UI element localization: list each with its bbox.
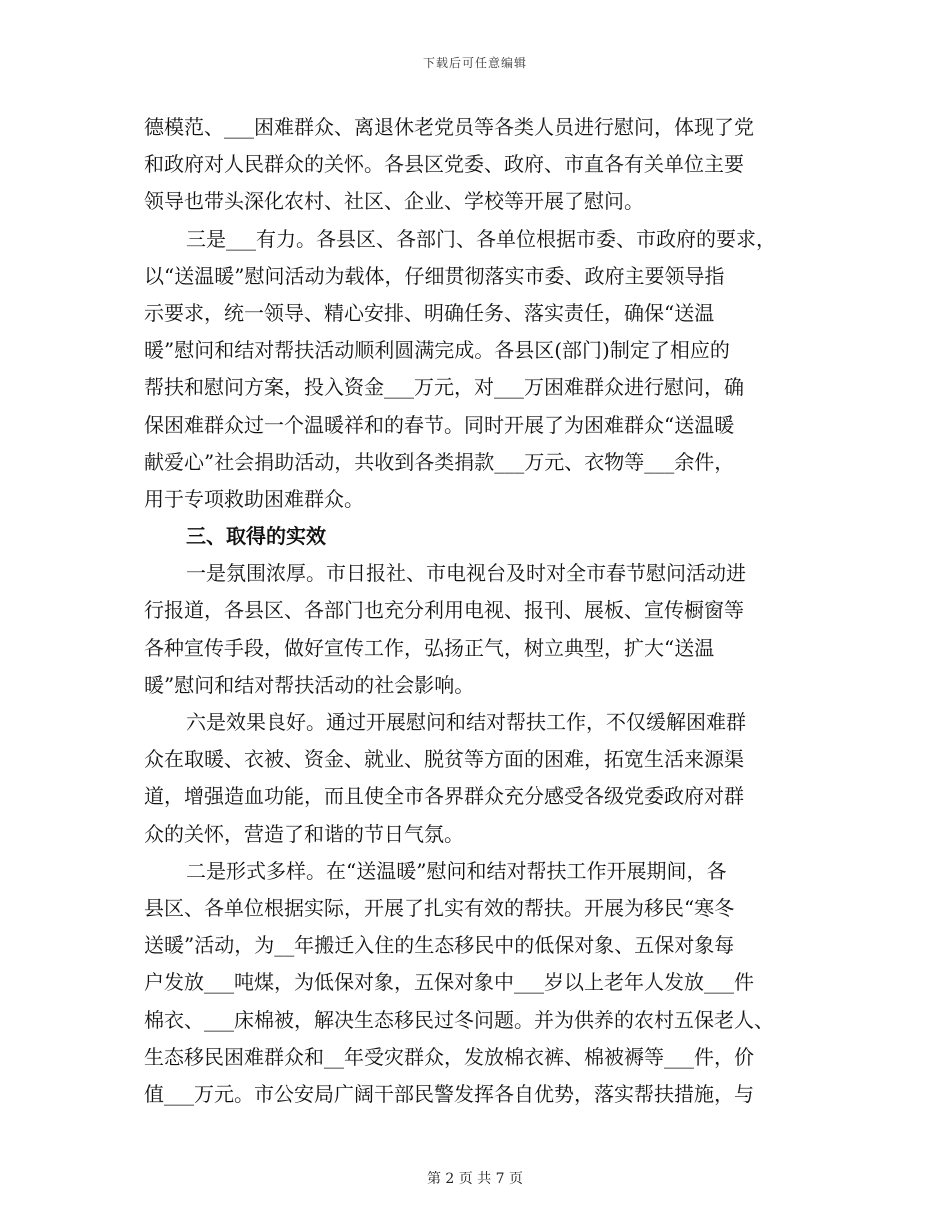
text-line: 暖”慰问和结对帮扶活动顺利圆满完成。各县区(部门)制定了相应的	[144, 338, 730, 363]
text-line: 道，增强造血功能，而且使全市各界群众充分感受各级党委政府对群	[144, 784, 744, 809]
page-header: 下载后可任意编辑	[422, 56, 527, 70]
text-line: 暖”慰问和结对帮扶活动的社会影响。	[144, 672, 475, 697]
text-line: 德模范、___困难群众、离退休老党员等各类人员进行慰问，体现了党	[144, 115, 754, 139]
text-line: 生态移民困难群众和__年受灾群众，发放棉衣裤、棉被褥等___件，价	[144, 1044, 754, 1069]
text-line: 送暖”活动，为__年搬迁入住的生态移民中的低保对象、五保对象每	[144, 933, 735, 958]
page-footer: 第 2 页 共 7 页	[426, 1171, 524, 1187]
text-line: 行报道，各县区、各部门也充分利用电视、报刊、展板、宣传橱窗等	[144, 598, 744, 623]
section-heading: 三、取得的实效	[186, 524, 326, 549]
text-line: 二是形式多样。在“送温暖”慰问和结对帮扶工作开展期间，各	[186, 858, 727, 883]
text-line: 领导也带头深化农村、社区、企业、学校等开展了慰问。	[144, 189, 644, 214]
text-line: 三是___有力。各县区、各部门、各单位根据市委、市政府的要求，	[186, 226, 776, 251]
text-line: 众的关怀，营造了和谐的节日气氛。	[144, 821, 464, 846]
text-line: 示要求，统一领导、精心安排、明确任务、落实责任，确保“送温	[144, 300, 715, 325]
text-line: 献爱心”社会捐助活动，共收到各类捐款___万元、衣物等___余件，	[144, 449, 735, 474]
text-line: 众在取暖、衣被、资金、就业、脱贫等方面的困难，拓宽生活来源渠	[144, 747, 744, 772]
text-line: 县区、各单位根据实际，开展了扎实有效的帮扶。开展为移民“寒冬	[144, 895, 735, 920]
text-line: 用于专项救助困难群众。	[144, 486, 364, 511]
text-line: 六是效果良好。通过开展慰问和结对帮扶工作，不仅缓解困难群	[186, 710, 746, 734]
text-line: 一是氛围浓厚。市日报社、市电视台及时对全市春节慰问活动进	[186, 561, 746, 586]
text-line: 各种宣传手段，做好宣传工作，弘扬正气，树立典型，扩大“送温	[144, 635, 715, 660]
text-line: 保困难群众过一个温暖祥和的春节。同时开展了为困难群众“送温暖	[144, 412, 735, 437]
text-line: 户发放___吨煤，为低保对象，五保对象中___岁以上老年人发放___件	[144, 970, 754, 995]
text-line: 值___万元。市公安局广阔干部民警发挥各自优势，落实帮扶措施，与	[144, 1081, 754, 1106]
text-line: 帮扶和慰问方案，投入资金___万元，对___万困难群众进行慰问，确	[144, 375, 744, 400]
document-body	[144, 109, 812, 1113]
text-line: 棉衣、___床棉被，解决生态移民过冬问题。并为供养的农村五保老人、	[144, 1007, 774, 1032]
text-line: 以“送温暖”慰问活动为载体，仔细贯彻落实市委、政府主要领导指	[144, 263, 725, 288]
text-line: 和政府对人民群众的关怀。各县区党委、政府、市直各有关单位主要	[144, 152, 744, 177]
